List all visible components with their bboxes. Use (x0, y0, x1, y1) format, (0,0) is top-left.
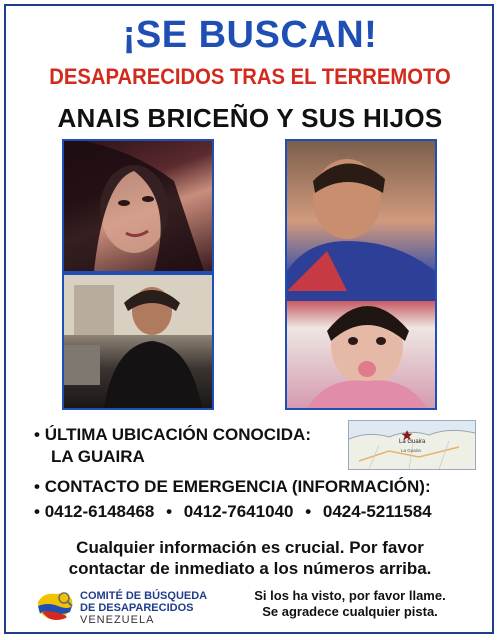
missing-names: ANAIS BRICEÑO Y SUS HIJOS (57, 103, 443, 133)
org-line-1: COMITÉ DE BÚSQUEDA (80, 590, 208, 602)
phone-number-1[interactable]: 0412-6148468 (44, 502, 155, 521)
footer-line-2: Se agradece cualquier pista. (262, 604, 438, 619)
photo-woman-young (62, 139, 214, 273)
crucial-info-message (0, 537, 500, 579)
bullet-mark: • (34, 425, 40, 444)
map-marker-label: La Guaira (399, 439, 426, 445)
map-sub-label: La Guaira (401, 448, 421, 453)
last-location-value: LA GUAIRA (51, 447, 145, 466)
poster-subtitle: DESAPARECIDOS TRAS EL TERREMOTO (49, 64, 451, 89)
last-location (34, 425, 311, 467)
last-location-label: ÚLTIMA UBICACIÓN CONOCIDA: (44, 425, 311, 444)
footer-line-1: Si los ha visto, por favor llame. (254, 588, 446, 603)
org-line-2: DE DESAPARECIDOS (80, 602, 194, 614)
photo-woman-kitchen (62, 273, 214, 410)
footer-message (230, 588, 470, 620)
organization-name (80, 590, 207, 626)
bullet-mark: • (34, 502, 40, 521)
phone-list (34, 502, 432, 522)
bullet-mark: • (305, 502, 312, 521)
bullet-mark: • (34, 477, 40, 496)
location-map (348, 420, 476, 470)
bullet-mark: • (166, 502, 173, 521)
photo-children (285, 139, 437, 410)
poster-title: ¡SE BUSCAN! (122, 14, 378, 56)
emergency-contact (34, 477, 431, 497)
message-line-1: Cualquier información es crucial. Por favor (76, 538, 424, 557)
phone-number-2[interactable]: 0412-7641040 (183, 502, 294, 521)
message-line-2: contactar de inmediato a los números arriba. (68, 559, 432, 578)
organization-logo (34, 588, 76, 626)
org-line-3: VENEZUELA (80, 614, 155, 626)
phone-number-3[interactable]: 0424-5211584 (322, 502, 432, 521)
emergency-contact-label: CONTACTO DE EMERGENCIA (INFORMACIÓN): (44, 477, 431, 496)
